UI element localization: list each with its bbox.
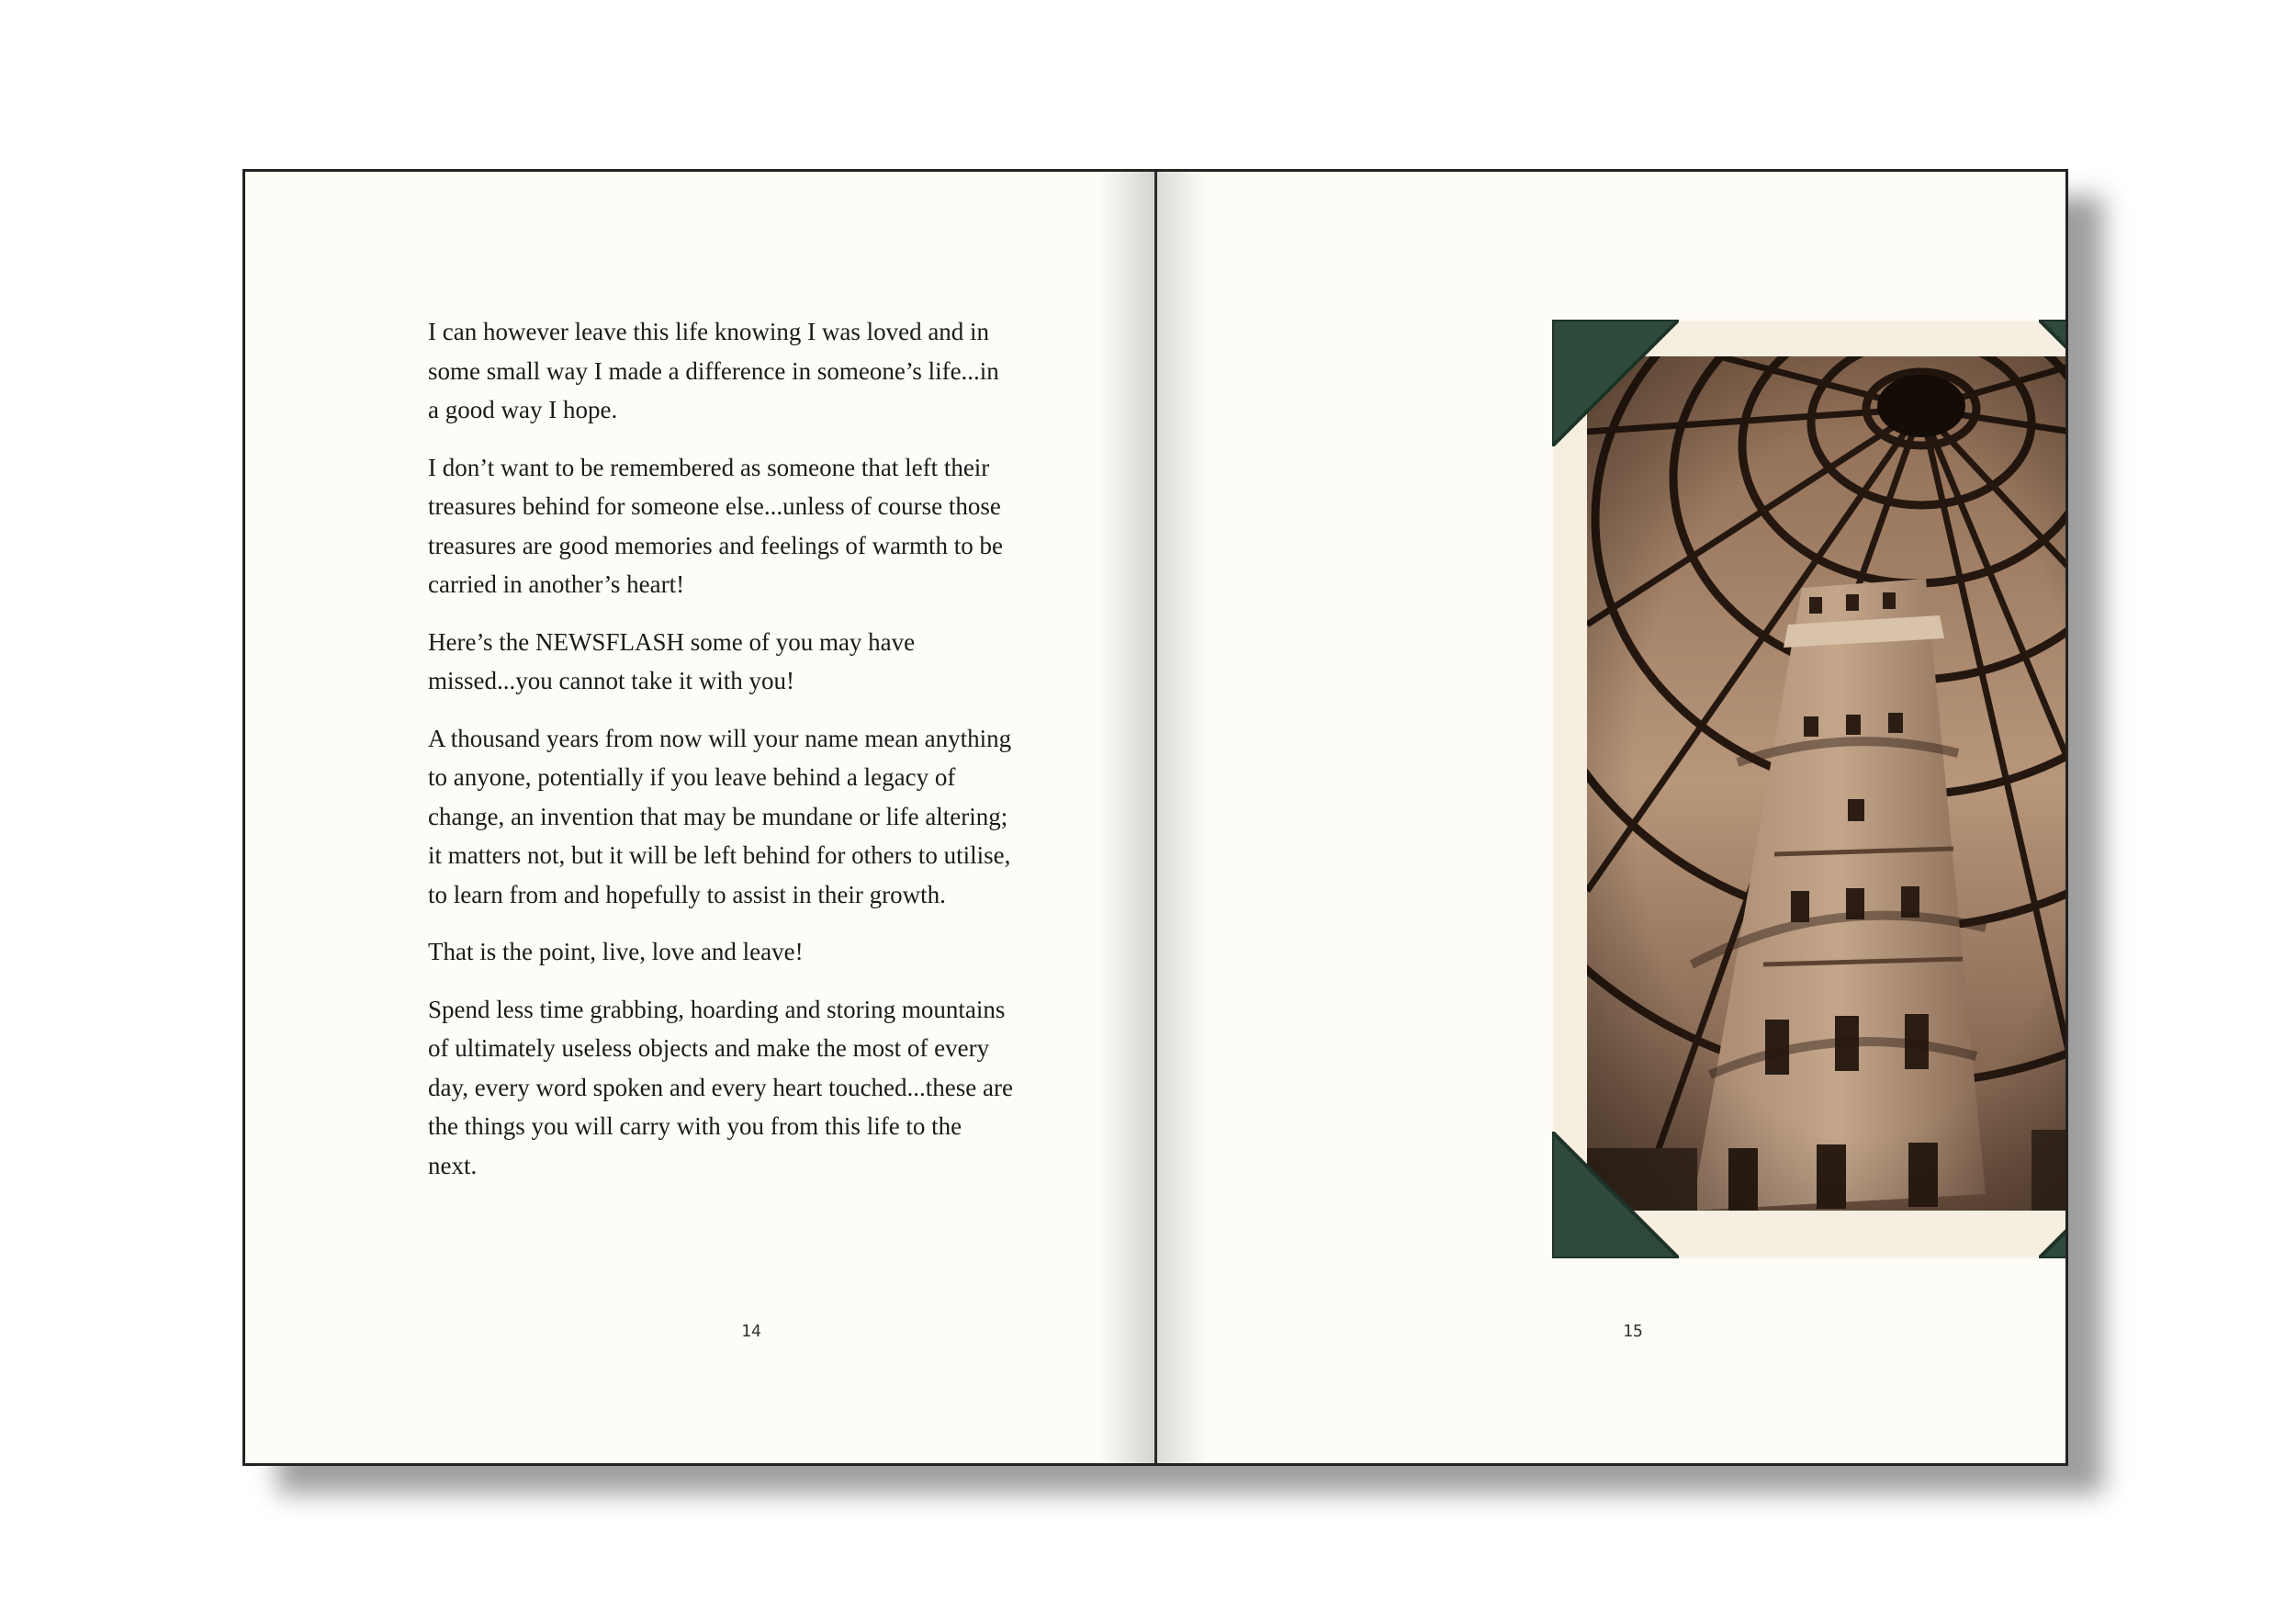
paragraph: I can however leave this life knowing I was loved and in some small way I made a difference in someone’s life...in a good way I hope.: [428, 318, 999, 423]
page-number: 14: [741, 1322, 761, 1341]
paragraph: I don’t want to be remembered as someone that left their treasures behind for someone else...unless of course those treasures are good memories and feelings of warmth to be carried in another’s heart!: [428, 453, 1004, 598]
photo-corner-bottom-left: [1552, 1132, 1679, 1258]
paragraph: Spend less time grabbing, hoarding and storing mountains of ultimately useless objects and make the most of every day, every word spoken and every heart touched...these are the things you will carry with you from this life to the next.: [428, 995, 1013, 1179]
tower-photograph: [1554, 321, 2065, 1257]
sepia-photo: [1554, 321, 2065, 1257]
photo-corner-bottom-right: [2039, 1132, 2065, 1258]
paragraph: Here’s the NEWSFLASH some of you may have missed...you cannot take it with you!: [428, 627, 916, 694]
right-page: [1157, 172, 2065, 1463]
gutter-shadow: [1157, 172, 1208, 1463]
paragraph: That is the point, live, love and leave!: [428, 938, 804, 965]
photo-corner-top-right: [2039, 320, 2065, 446]
page-number: 15: [1623, 1322, 1643, 1341]
left-page: [245, 172, 1154, 1463]
photo-corner-top-left: [1552, 320, 1679, 446]
gutter-shadow: [1099, 172, 1154, 1463]
paragraph: A thousand years from now will your name mean anything to anyone, potentially if you leave behind a legacy of change, an invention that may be mundane or life altering; it matters not, but it will be left behind for others to utilise, to learn from and hopefully to assist in their growth.: [428, 724, 1012, 908]
book-spread: [242, 169, 2068, 1466]
body-text: [428, 312, 1016, 1203]
